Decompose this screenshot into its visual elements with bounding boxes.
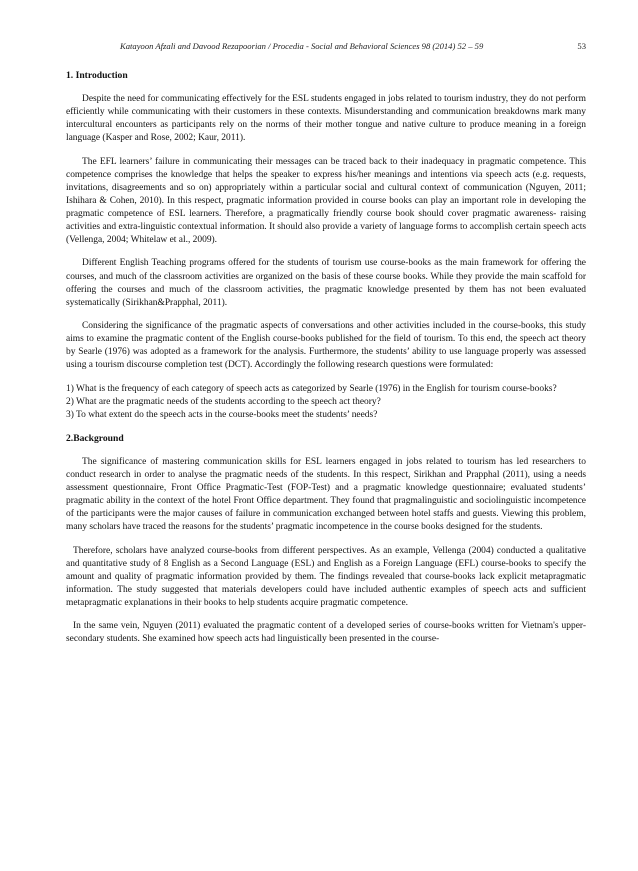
section-heading-introduction: 1. Introduction bbox=[66, 70, 128, 81]
running-header bbox=[66, 41, 586, 55]
paragraph: Despite the need for communicating effectively for the ESL students engaged in jobs related to tourism industry, they do not perform efficiently while communicating with their customers in these contexts. Misunderstanding and communication breakdowns mark many intercultural encounters as participants rely on the norms of their mother tongue and native culture to produce meaning in a foreign language (Kasper and Rose, 2002; Kaur, 2011). bbox=[66, 94, 586, 144]
section-heading-background: 2.Background bbox=[66, 432, 124, 444]
paragraph: The EFL learners’ failure in communicating their messages can be traced back to their inadequacy in pragmatic competence. This competence comprises the knowledge that helps the speaker to express his/her meanings and intentions via speech acts (e.g. requests, invitations, disagreements and so on) appropriately within a particular social and cultural context of communication (Nguyen, 2011; Ishihara & Cohen, 2010). In this respect, pragmatic information provided in course books can play an important role in developing the pragmatic competence of ESL learners. Therefore, a pragmatically friendly course book should cover pragmatic awareness- raising activities and extra-linguistic contextual information. It should also provide a variety of language forms to accomplish certain speech acts (Vellenga, 2004; Whitelaw et al., 2009). bbox=[66, 156, 586, 246]
research-question: 1) What is the frequency of each category of speech acts as categorized by Searle (1976) in the English for tourism course-books? bbox=[66, 383, 557, 394]
paragraph: Different English Teaching programs offered for the students of tourism use course-books as the main framework for offering the courses, and much of the classroom activities are organized on the basis of these course books. While they provide the main scaffold for offering the courses and much of the classroom activities, the pragmatic knowledge presented by them has not been evaluated systematically (Sirikhan&Prapphal, 2011). bbox=[66, 258, 586, 308]
research-question: 2) What are the pragmatic needs of the students according to the speech act theory? bbox=[66, 396, 381, 407]
journal-citation: Katayoon Afzali and Davood Rezapoorian / Procedia - Social and Behavioral Sciences 98 (2014) 52 – 59 bbox=[120, 41, 484, 51]
paragraph: Therefore, scholars have analyzed course-books from different perspectives. As an example, Vellenga (2004) conducted a qualitative and quantitative study of 8 English as a Second Language (ESL) and English as a Foreign Language (EFL) course-books to specify the amount and quality of pragmatic information provided by them. The findings revealed that course-books lack explicit metapragmatic information. The study suggested that materials developers could have included authentic examples of speech acts and sufficient metapragmatic explanations in their books to help students acquire pragmatic competence. bbox=[66, 545, 586, 608]
body-text bbox=[66, 69, 586, 657]
paragraph: In the same vein, Nguyen (2011) evaluated the pragmatic content of a developed series of course-books written for Vietnam's upper-secondary students. She examined how speech acts had linguistically been presented in the course- bbox=[66, 621, 586, 645]
page-number: 53 bbox=[577, 41, 586, 51]
paragraph: Considering the significance of the pragmatic aspects of conversations and other activities included in the course-books, this study aims to examine the pragmatic content of the English course-books published for the field of tourism. To this end, the speech act theory by Searle (1976) was adopted as a framework for the analysis. Furthermore, the students’ ability to use language properly was assessed using a tourism discourse completion test (DCT). Accordingly the following research questions were formulated: bbox=[66, 320, 586, 371]
paragraph: The significance of mastering communication skills for ESL learners engaged in jobs related to tourism has led researchers to conduct research in order to analyse the pragmatic needs of the students. In this respect, Sirikhan and Prapphal (2011), using a needs assessment questionnaire, Front Office Pragmatic-Test (FOP-Test) and a pragmatic knowledge questionnaire; evaluated students’ pragmatic ability in the context of the hotel Front Office department. They found that pragmalinguistic and sociolinguistic incompetence of the participants were the major causes of failure in communication exchanged between hotel staffs and guests. Viewing this problem, many scholars have traced the reasons for the students’ pragmatic incompetence in the course books designed for the students. bbox=[66, 456, 586, 533]
research-question: 3) To what extent do the speech acts in the course-books meet the students’ needs? bbox=[66, 409, 378, 420]
